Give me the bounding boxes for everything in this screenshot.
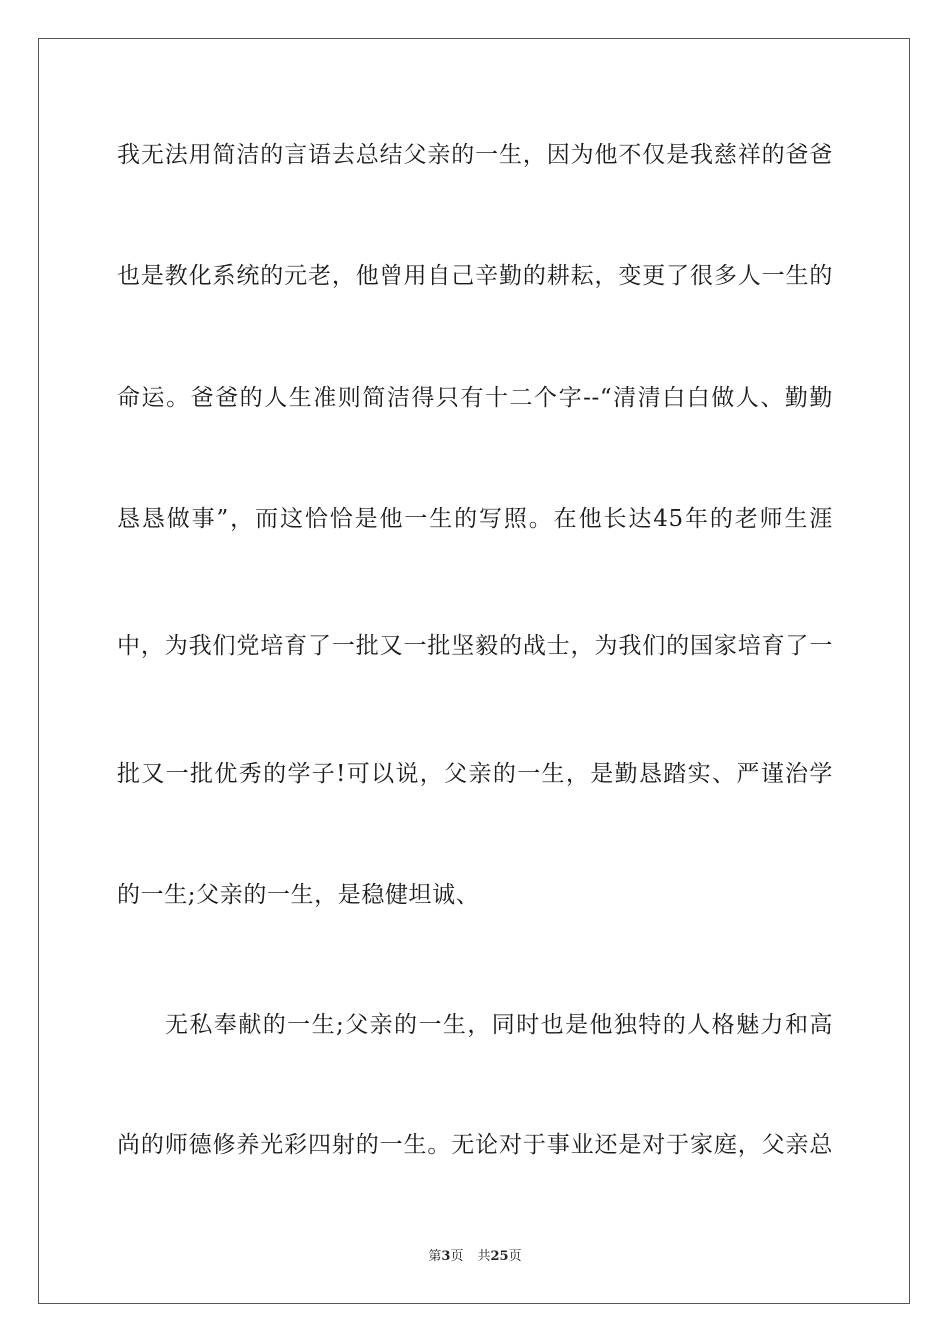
footer-page-prefix: 第 xyxy=(428,1249,442,1264)
paragraph-line-7: 的一生;父亲的一生，是稳健坦诚、 xyxy=(117,882,480,908)
paragraph-line-3: 命运。爸爸的人生准则简洁得只有十二个字--“清清白白做人、勤勤 xyxy=(117,385,833,411)
paragraph-line-4: 恳恳做事”，而这恰恰是他一生的写照。在他长达45年的老师生涯 xyxy=(117,506,833,532)
paragraph-line-5: 中，为我们党培育了一批又一批坚毅的战士，为我们的国家培育了一 xyxy=(117,633,833,659)
footer-page-suffix: 页 xyxy=(450,1249,464,1264)
paragraph-line-1: 我无法用简洁的言语去总结父亲的一生，因为他不仅是我慈祥的爸爸 xyxy=(117,142,833,168)
footer-total-pages: 25 xyxy=(490,1249,509,1264)
footer-page-number: 3 xyxy=(441,1249,451,1264)
paragraph-line-2: 也是教化系统的元老，他曾用自己辛勤的耕耘，变更了很多人一生的 xyxy=(117,263,833,289)
paragraph-line-6: 批又一批优秀的学子!可以说，父亲的一生，是勤恳踏实、严谨治学 xyxy=(117,761,833,787)
page-border xyxy=(38,38,910,1304)
footer-total-prefix: 共 xyxy=(477,1249,491,1264)
footer-total-suffix: 页 xyxy=(508,1249,522,1264)
paragraph-line-9: 尚的师德修养光彩四射的一生。无论对于事业还是对于家庭，父亲总 xyxy=(117,1132,833,1158)
paragraph-line-8: 无私奉献的一生;父亲的一生，同时也是他独特的人格魅力和高 xyxy=(165,1012,833,1038)
page-footer xyxy=(0,1248,950,1266)
